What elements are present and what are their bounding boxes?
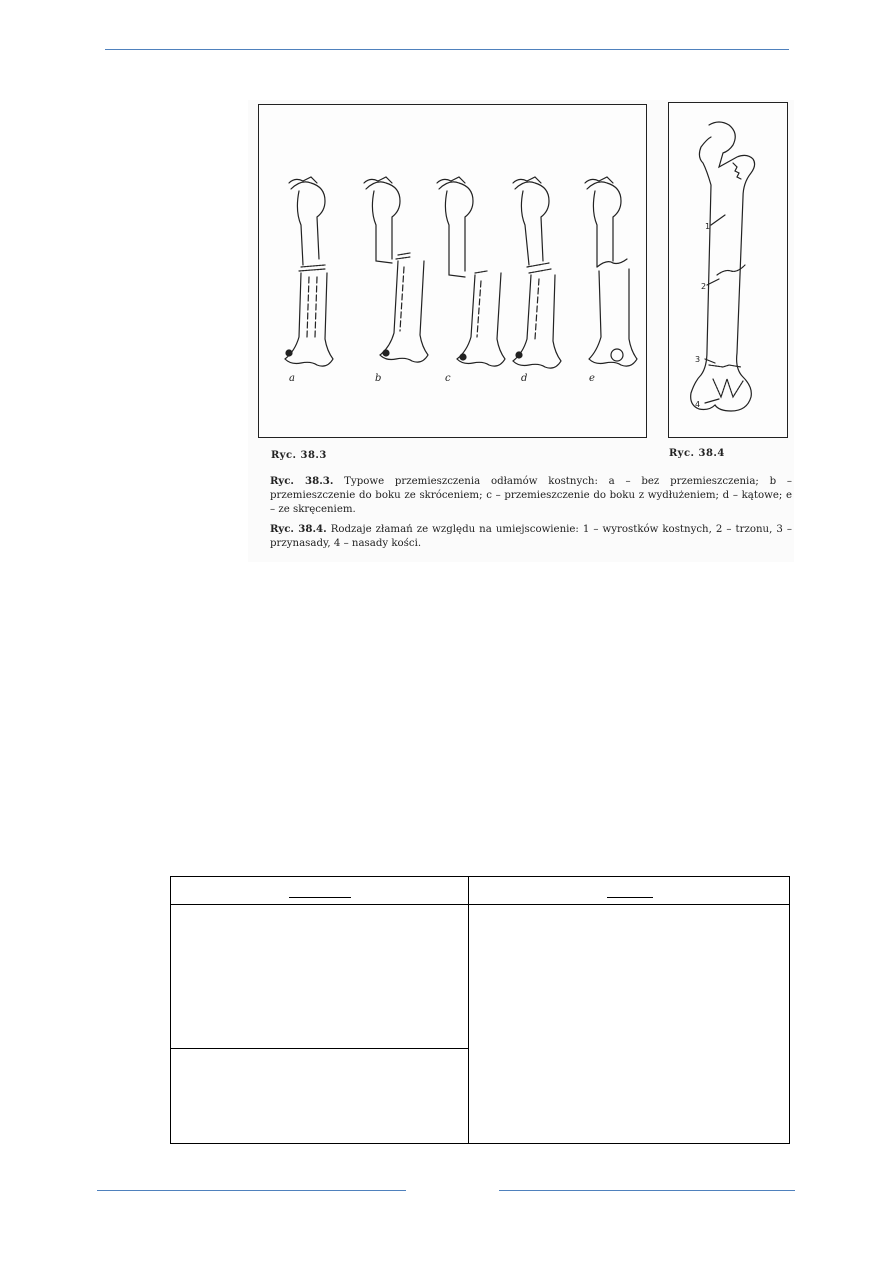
figure-38-3-drawing <box>259 105 646 437</box>
bone-c <box>437 177 505 366</box>
footer-rule-left <box>97 1190 406 1191</box>
marker-3: 3 <box>695 355 701 364</box>
bone-e <box>585 177 637 366</box>
figure-38-4-drawing <box>669 103 787 437</box>
letter-a: a <box>289 373 295 384</box>
table-column-divider <box>468 877 469 1143</box>
caption-38-4-text: Rodzaje złamań ze względu na umiejscowienie: 1 – wyrostków kostnych, 2 – trzonu, 3 – przynasady, 4 – nasady kości. <box>270 524 792 549</box>
table-header-divider <box>171 904 789 905</box>
caption-38-3-prefix: Ryc. 38.3. <box>270 475 334 487</box>
bone-a <box>285 177 333 366</box>
footer-rule-right <box>499 1190 795 1191</box>
marker-2: 2 <box>701 282 707 291</box>
letter-b: b <box>375 373 382 384</box>
empty-table <box>170 876 790 1144</box>
marker-1: 1 <box>705 222 711 231</box>
table-left-row-divider <box>171 1048 468 1049</box>
bone-b <box>364 177 428 362</box>
letter-d: d <box>521 373 528 384</box>
header-rule <box>105 49 789 50</box>
table-right-header-underline <box>607 897 653 898</box>
letter-e: e <box>589 373 595 384</box>
letter-c: c <box>445 373 451 384</box>
caption-38-3 <box>270 474 792 517</box>
figure-38-3-label: Ryc. 38.3 <box>271 450 327 461</box>
caption-38-3-text: Typowe przemieszczenia odłamów kostnych: a – bez przemieszczenia; b – przemieszczenie do boku ze skróceniem; c – przemieszczenie do boku z wydłużeniem; d – kątowe; e – ze skręceniem. <box>270 476 792 515</box>
bone-d <box>513 177 561 368</box>
figure-38-3-panel <box>258 104 647 438</box>
caption-38-4 <box>270 522 792 551</box>
table-left-header-underline <box>289 897 351 898</box>
caption-38-4-prefix: Ryc. 38.4. <box>270 523 327 535</box>
figure-38-4-label: Ryc. 38.4 <box>669 448 725 459</box>
figure-38-4-panel <box>668 102 788 438</box>
marker-4: 4 <box>695 400 701 409</box>
